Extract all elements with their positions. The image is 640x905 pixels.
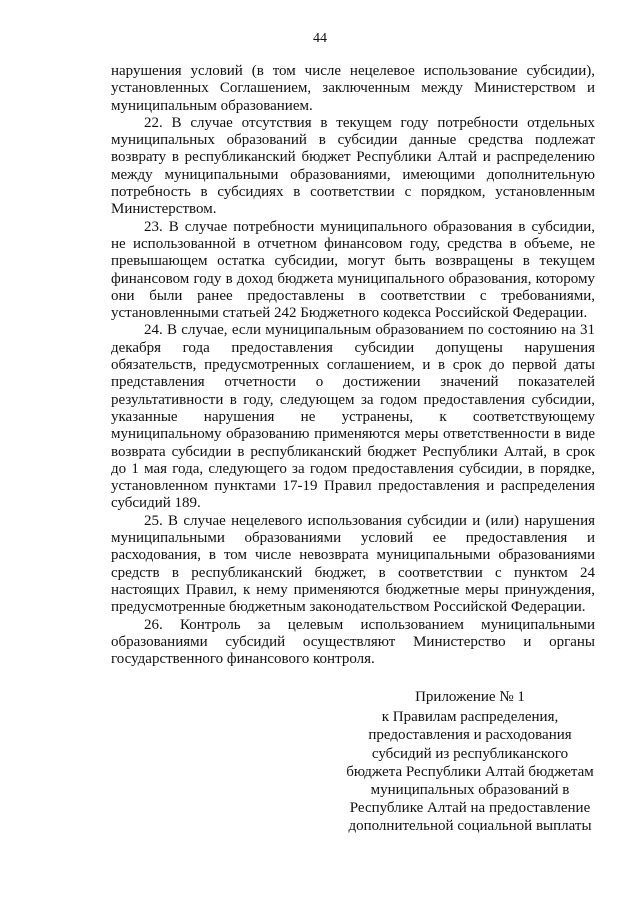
- paragraph-24: 24. В случае, если муниципальным образованием по состоянию на 31 декабря года предоставления субсидии допущены нарушения обязательств, предусмотренных соглашением, и в срок до первой даты представления отчетности о достижении значений показателей результативности в году, следующем за годом предоставления субсидии, указанные нарушения не устранены, к соответствующему муниципальному образованию применяются меры ответственности в виде возврата субсидии в республиканский бюджет Республики Алтай, в срок до 1 мая года, следующего за годом предоставления субсидии, в порядке, установленном пунктами 17-19 Правил предоставления и распределения субсидий 189.: [111, 322, 595, 512]
- appendix-line: бюджета Республики Алтай бюджетам: [346, 763, 594, 780]
- page-number: 44: [313, 31, 327, 46]
- appendix-line: дополнительной социальной выплаты: [348, 818, 592, 835]
- appendix-heading: [320, 688, 620, 836]
- appendix-line: Республике Алтай на предоставление: [349, 800, 591, 817]
- paragraph-23: 23. В случае потребности муниципального образования в субсидии, не использованной в отчетном финансовом году, средства в объеме, не превышающем остатка субсидии, могут быть возвращены в текущем финансовом году в доход бюджета муниципального образования, которому они были ранее предоставлены в соответствии с требованиями, установленными статьей 242 Бюджетного кодекса Российской Федерации.: [111, 218, 595, 322]
- paragraph-26: 26. Контроль за целевым использованием муниципальными образованиями субсидий осуществляют Министерство и органы государственного финансового контроля.: [111, 616, 595, 668]
- paragraph-continuation: нарушения условий (в том числе нецелевое использование субсидии), установленных Соглашением, заключенным между Министерством и муниципальным образованием.: [111, 63, 595, 114]
- appendix-line: предоставления и расходования: [368, 727, 572, 744]
- appendix-line: муниципальных образований в: [370, 782, 570, 799]
- appendix-line: субсидий из республиканского: [371, 745, 569, 762]
- appendix-line: к Правилам распределения,: [381, 709, 559, 726]
- document-body: [111, 63, 595, 668]
- paragraph-25: 25. В случае нецелевого использования субсидии и (или) нарушения муниципальными образованиями условий ее предоставления и расходования, в том числе невозврата муниципальными образованиями средств в республиканский бюджет, в соответствии с пунктом 24 настоящих Правил, к нему применяются бюджетные меры принуждения, предусмотренные бюджетным законодательством Российской Федерации.: [111, 512, 595, 616]
- appendix-title: Приложение № 1: [415, 689, 525, 705]
- paragraph-22: 22. В случае отсутствия в текущем году потребности отдельных муниципальных образований в субсидии данные средства подлежат возврату в республиканский бюджет Республики Алтай и распределению между муниципальными образованиями, имеющими дополнительную потребность в субсидиях в соответствии с порядком, установленным Министерством.: [111, 114, 595, 218]
